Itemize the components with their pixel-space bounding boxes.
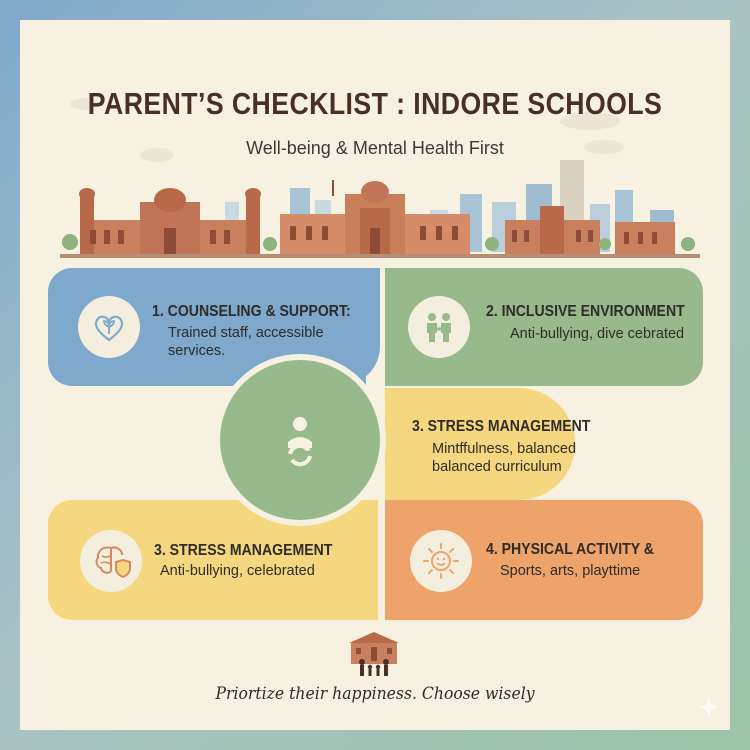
page-title: PARENT’S CHECKLIST : INDORE SCHOOLS	[87, 86, 663, 121]
item-1-title: 1. COUNSELING & SUPPORT:	[152, 303, 351, 320]
item-3-text	[432, 440, 582, 476]
item-5-text: Sports, arts, playttime	[500, 563, 641, 579]
item-3-text-line1: Mintffulness, balanced	[432, 441, 577, 457]
heart-sprout-icon	[78, 296, 140, 358]
two-people-icon	[408, 296, 470, 358]
item-3-text-line2: balanced curriculum	[432, 459, 562, 475]
item-2-text: Anti-bullying, dive cebrated	[510, 326, 685, 342]
center-circle	[214, 354, 386, 526]
person-cycle-icon	[270, 410, 330, 470]
sun-smile-icon	[410, 530, 472, 592]
brain-shield-icon	[80, 530, 142, 592]
footer-tagline: Priortize their happiness. Choose wisely	[215, 684, 535, 704]
item-4-text: Anti-bullying, celebrated	[160, 563, 315, 579]
item-2-title: 2. INCLUSIVE ENVIRONMENT	[486, 303, 685, 320]
item-3-title: 3. STRESS MANAGEMENT	[412, 418, 591, 435]
sparkle-icon	[696, 694, 722, 720]
page-subtitle: Well-being & Mental Health First	[246, 138, 504, 158]
school-family-icon	[345, 628, 403, 678]
city-skyline-illustration	[60, 150, 700, 262]
item-1-text: Trained staff, accessible services.	[168, 325, 324, 359]
item-5-title: 4. PHYSICAL ACTIVITY &	[486, 541, 654, 558]
item-4-title: 3. STRESS MANAGEMENT	[154, 542, 333, 559]
